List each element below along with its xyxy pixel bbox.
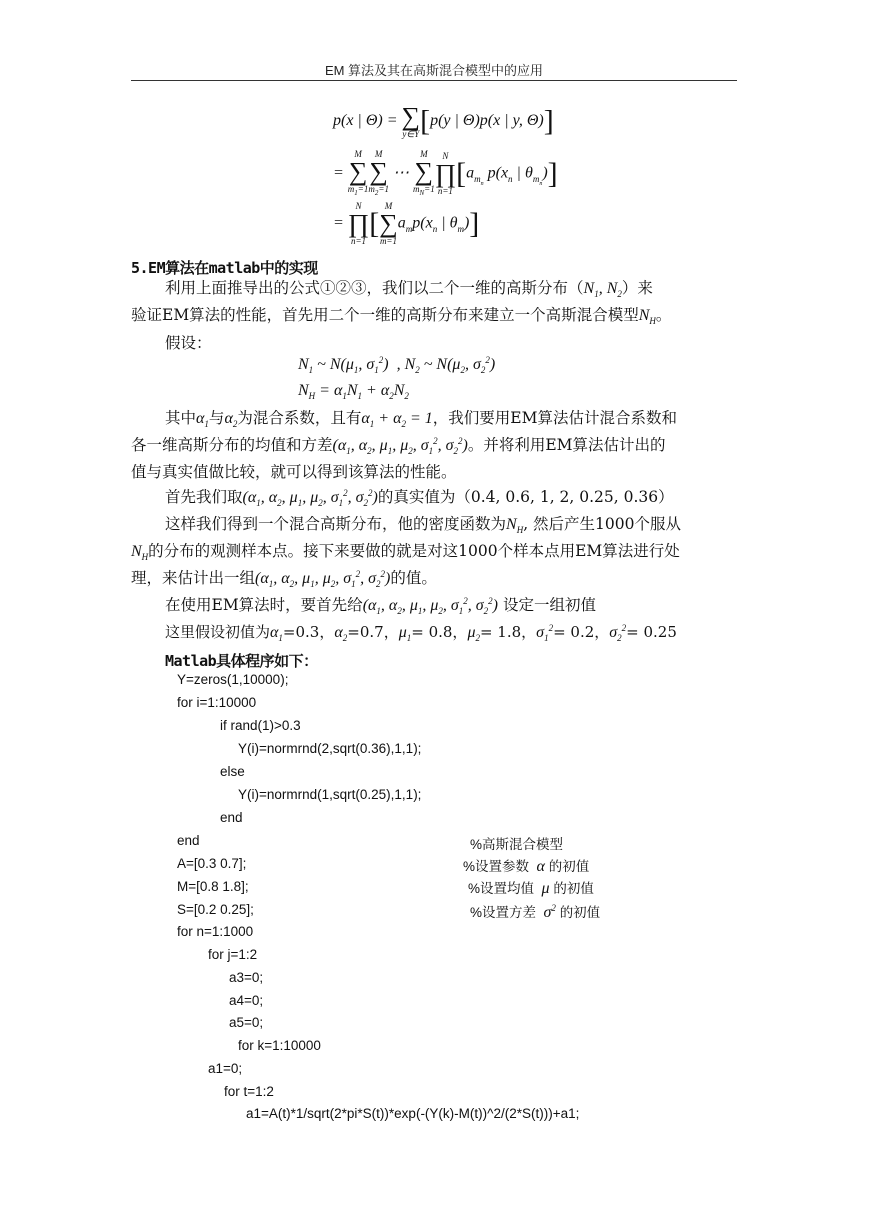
assume-label: 假设：	[165, 334, 212, 352]
paragraph-2-line-3: 值与真实值做比较，就可以得到该算法的性能。	[131, 463, 457, 481]
code-comment-4: %设置方差 $\sigma^2$ 的初值	[470, 903, 601, 921]
code-line-9: A=[0.3 0.7];	[177, 856, 247, 871]
code-line-10: M=[0.8 1.8];	[177, 879, 249, 894]
code-line-6: Y(i)=normrnd(1,sqrt(0.25),1,1);	[238, 787, 422, 802]
paragraph-1-line-1: 利用上面推导出的公式①②③，我们以二个一维的高斯分布（$N_1$, $N_2$）来	[165, 279, 653, 299]
code-line-7: end	[220, 810, 243, 825]
code-line-4: Y(i)=normrnd(2,sqrt(0.36),1,1);	[238, 741, 422, 756]
code-comment-1: %高斯混合模型	[470, 837, 564, 852]
paragraph-4-line-1: 这样我们得到一个混合高斯分布，他的密度函数为$N_H$, 然后产生1000个服从	[165, 515, 681, 535]
paragraph-1-line-2: 验证EM算法的性能，首先用二个一维的高斯分布来建立一个高斯混合模型$N_H$。	[131, 306, 672, 326]
equation-line-2: = M ∑ $m_1=1M$ ∑ $m_2=1$ ⋯ M ∑ $m_N=1N$ ∏ $n=1[a_{m_n}$ $p(x_n$ | $\theta_{m_n}$)]	[333, 149, 558, 197]
paragraph-5: 在使用EM算法时，要首先给($\alpha_1$, $\alpha_2$, $\mu_1$, $\mu_2$, $\sigma_1^2$, $\sigma_2^2$) 设定一组初值	[165, 596, 596, 616]
matlab-heading: Matlab具体程序如下：	[165, 652, 318, 670]
equation-line-1: p(x | Θ) = ∑ y∈Y[p(y | Θ)p(x | y, Θ)]	[333, 102, 554, 139]
code-line-17: for k=1:10000	[238, 1038, 321, 1053]
code-line-1: Y=zeros(1,10000);	[177, 672, 289, 687]
code-line-20: a1=A(t)*1/sqrt(2*pi*S(t))*exp(-(Y(k)-M(t))^2/(2*S(t)))+a1;	[246, 1106, 580, 1121]
paragraph-2-line-2: 各一维高斯分布的均值和方差($\alpha_1$, $\alpha_2$, $\mu_1$, $\mu_2$, $\sigma_1^2$, $\sigma_2^2$)。并将利用EM算法估计出的	[131, 436, 666, 456]
paragraph-4-line-2: $N_H$的分布的观测样本点。接下来要做的就是对这1000个样本点用EM算法进行处	[131, 542, 680, 562]
header-divider	[131, 80, 737, 81]
code-line-14: a3=0;	[229, 970, 264, 985]
paragraph-3: 首先我们取($\alpha_1$, $\alpha_2$, $\mu_1$, $\mu_2$, $\sigma_1^2$, $\sigma_2^2$)的真实值为（0.4, 0.6, 1, 2, 0.25, 0.36）	[165, 488, 674, 508]
code-line-16: a5=0;	[229, 1015, 264, 1030]
equation-line-3: = N ∏ n=1[M ∑ $m=1a_mp(x_n$ | $\theta_m$)]	[333, 201, 480, 246]
code-line-19: for t=1:2	[224, 1084, 274, 1099]
page-header: EM 算法及其在高斯混合模型中的应用	[324, 63, 544, 78]
code-comment-3: %设置均值 μ 的初值	[468, 880, 594, 897]
code-line-18: a1=0;	[208, 1061, 243, 1076]
code-line-2: for i=1:10000	[177, 695, 257, 710]
section-heading: 5.EM算法在matlab中的实现	[131, 259, 318, 277]
code-line-12: for n=1:1000	[177, 924, 254, 939]
assumption-equation-1: $N_1$ ~ $N(\mu_1$, $\sigma_1^2$) , $N_2$ ~ $N(\mu_2$, $\sigma_2^2$)	[298, 355, 496, 375]
paragraph-4-line-3: 理，来估计出一组($\alpha_1$, $\alpha_2$, $\mu_1$, $\mu_2$, $\sigma_1^2$, $\sigma_2^2$)的值。	[131, 569, 437, 589]
code-line-5: else	[220, 764, 245, 779]
code-line-15: a4=0;	[229, 993, 264, 1008]
paragraph-2-line-1: 其中$\alpha_1$与$\alpha_2$为混合系数，且有$\alpha_1 + \alpha_2 = 1$，我们要用EM算法估计混合系数和	[165, 409, 677, 429]
code-line-13: for j=1:2	[208, 947, 258, 962]
code-line-3: if rand(1)>0.3	[220, 718, 301, 733]
code-line-11: S=[0.2 0.25];	[177, 902, 254, 917]
paragraph-6: 这里假设初值为$\alpha_1=0.3$，$\alpha_2=0.7$，$\mu_1= 0.8$，$\mu_2= 1.8$，$\sigma_1^2= 0.2$，$\sigma_2^2= 0.25$	[165, 623, 677, 643]
code-line-8: end	[177, 833, 200, 848]
assumption-equation-2: $N_H = \alpha_1N_1 + \alpha_2N_2$	[298, 382, 409, 401]
code-comment-2: %设置参数 α 的初值	[463, 858, 590, 875]
